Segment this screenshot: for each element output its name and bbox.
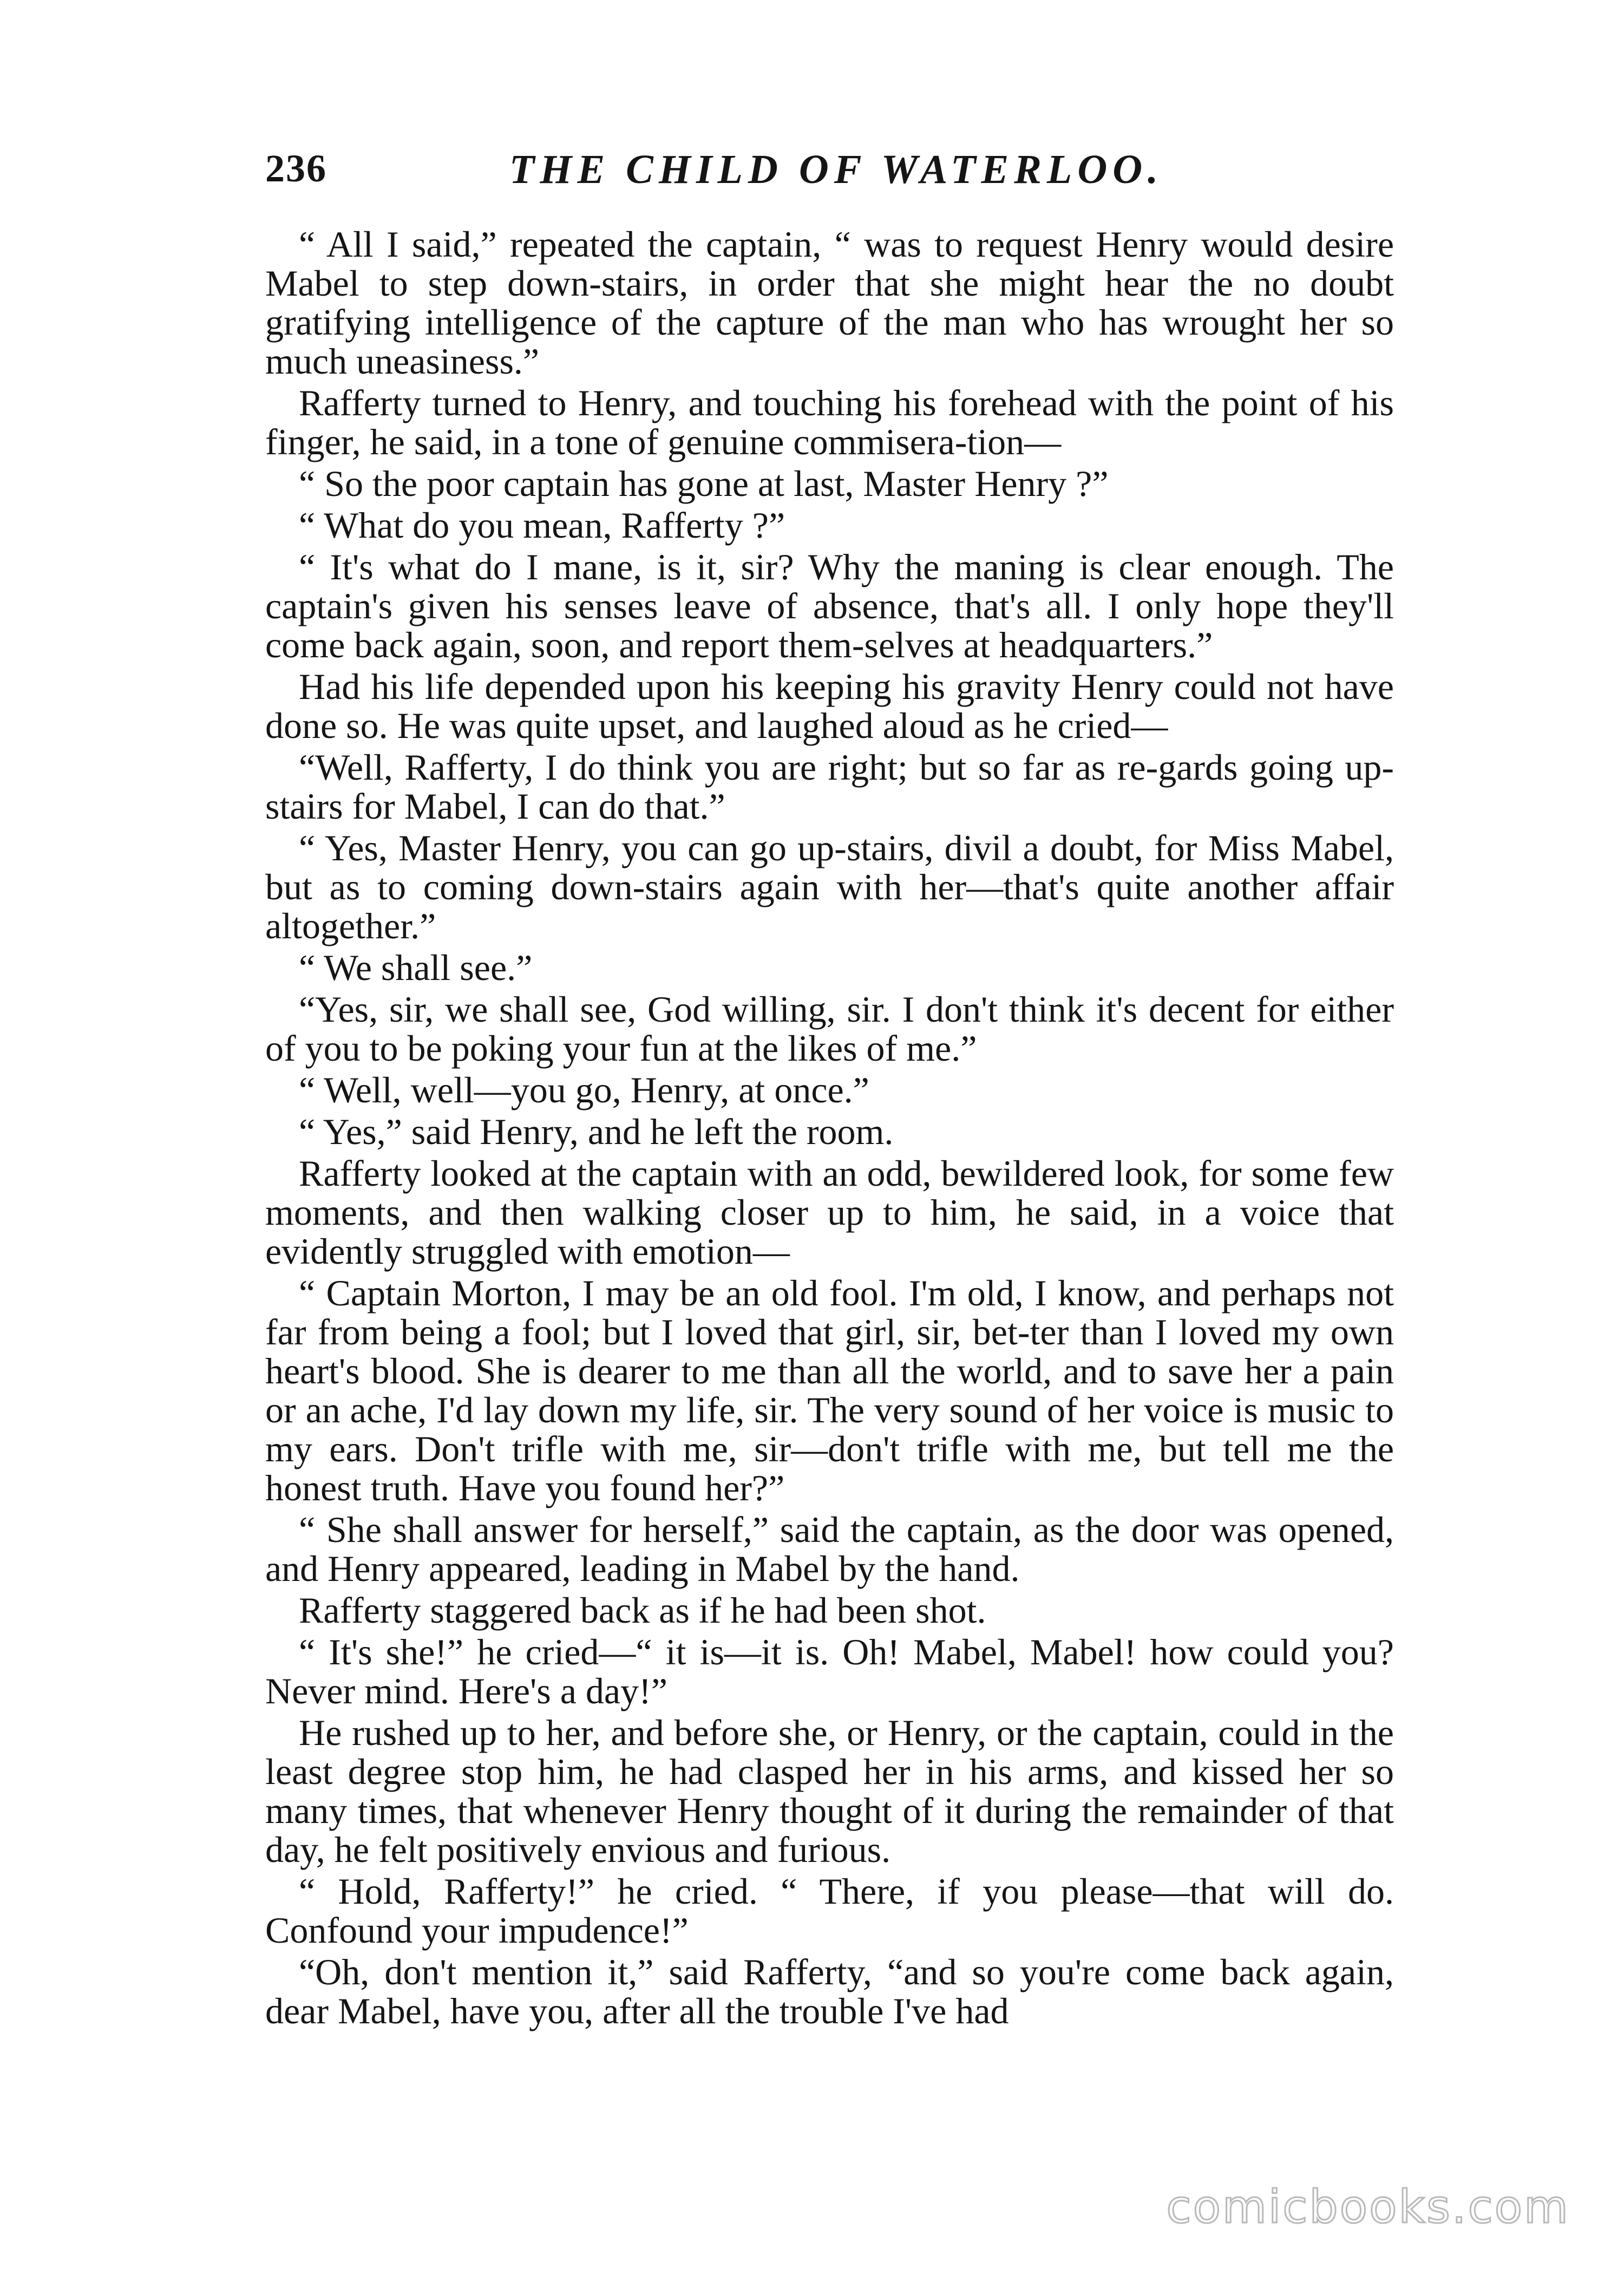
running-title: THE CHILD OF WATERLOO.	[509, 147, 1164, 192]
paragraph: “Oh, don't mention it,” said Rafferty, “and so you're come back again, dear Mabel, have you, after all the trouble I've had	[265, 1951, 1394, 2031]
paragraph: “ Hold, Rafferty!” he cried. “ There, if you please—that will do. Confound your impudence!”	[265, 1871, 1394, 1951]
paragraph: “ What do you mean, Rafferty ?”	[299, 505, 785, 546]
paragraph: He rushed up to her, and before she, or Henry, or the captain, could in the least degree stop him, he had clasped her in his arms, and kissed her so many times, that whenever Henry thought of it during the remainder of that day, he felt positively envious and furious.	[265, 1712, 1394, 1870]
paragraph: “ We shall see.”	[299, 947, 533, 988]
paragraph: “ Captain Morton, I may be an old fool. I'm old, I know, and perhaps not far from being a fool; but I loved that girl, sir, bet-ter than I loved my own heart's blood. She is dearer to me than all the world, and to save her a pain or an ache, I'd lay down my life, sir. The very sound of her voice is music to my ears. Don't trifle with me, sir—don't trifle with me, but tell me the honest truth. Have you found her?”	[265, 1272, 1394, 1508]
paragraph: “ She shall answer for herself,” said the captain, as the door was opened, and Henry appeared, leading in Mabel by the hand.	[265, 1509, 1394, 1589]
body-text	[265, 225, 1394, 2033]
paragraph: Rafferty turned to Henry, and touching his forehead with the point of his finger, he said, in a tone of genuine commisera-tion—	[265, 382, 1394, 462]
paragraph: “ Yes,” said Henry, and he left the room.	[299, 1111, 894, 1152]
paragraph: “ It's she!” he cried—“ it is—it is. Oh! Mabel, Mabel! how could you? Never mind. Here's a day!”	[265, 1631, 1394, 1711]
paragraph: “ All I said,” repeated the captain, “ was to request Henry would desire Mabel to step down-stairs, in order that she might hear the no doubt gratifying intelligence of the capture of the man who has wrought her so much uneasiness.”	[265, 224, 1394, 382]
paragraph: “ So the poor captain has gone at last, Master Henry ?”	[299, 463, 1109, 504]
page-header	[265, 146, 1407, 206]
paragraph: “Yes, sir, we shall see, God willing, sir. I don't think it's decent for either of you to be poking your fun at the likes of me.”	[265, 989, 1394, 1069]
page-number: 236	[265, 147, 327, 190]
paragraph: “ Well, well—you go, Henry, at once.”	[299, 1069, 869, 1110]
paragraph: “Well, Rafferty, I do think you are right; but so far as re-gards going up-stairs for Mabel, I can do that.”	[265, 747, 1394, 827]
paragraph: Rafferty staggered back as if he had been shot.	[299, 1590, 986, 1631]
paragraph: Had his life depended upon his keeping his gravity Henry could not have done so. He was quite upset, and laughed aloud as he cried—	[265, 666, 1394, 746]
paragraph: “ It's what do I mane, is it, sir? Why the maning is clear enough. The captain's given his senses leave of absence, that's all. I only hope they'll come back again, soon, and report them-selves at headquarters.”	[265, 546, 1394, 665]
watermark: comicbooks.com	[1166, 2180, 1570, 2233]
paragraph: “ Yes, Master Henry, you can go up-stairs, divil a doubt, for Miss Mabel, but as to coming down-stairs again with her—that's quite another affair altogether.”	[265, 827, 1394, 946]
paragraph: Rafferty looked at the captain with an odd, bewildered look, for some few moments, and then walking closer up to him, he said, in a voice that evidently struggled with emotion—	[265, 1153, 1394, 1272]
